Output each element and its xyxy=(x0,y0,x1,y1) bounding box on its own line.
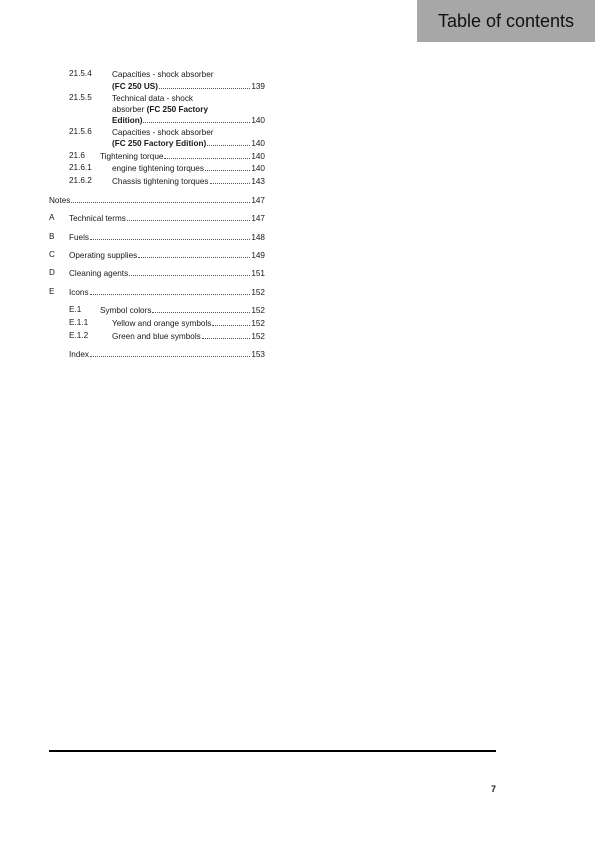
leader-dots xyxy=(212,318,250,326)
leader-dots xyxy=(90,349,250,357)
toc-number: 21.5.6 xyxy=(69,127,92,136)
leader-dots xyxy=(138,250,250,258)
toc-entry[interactable]: Index 153 xyxy=(69,350,265,359)
toc-entry-text: Technical data - shock xyxy=(112,94,194,103)
toc-entry[interactable]: Technical terms 147 xyxy=(69,214,265,223)
toc-number: E.1 xyxy=(69,305,82,314)
leader-dots xyxy=(71,195,250,203)
leader-dots xyxy=(205,163,250,171)
toc-entry[interactable]: (FC 250 Factory Edition) 140 xyxy=(112,139,265,148)
toc-entry[interactable]: engine tightening torques 140 xyxy=(112,164,265,173)
leader-dots xyxy=(159,81,250,89)
page-number: 7 xyxy=(490,784,496,794)
toc-number: 21.6.1 xyxy=(69,163,92,172)
toc-number: D xyxy=(49,268,55,277)
footer-rule xyxy=(49,750,496,752)
toc-number: E xyxy=(49,287,55,296)
section-title: Table of contents xyxy=(437,10,575,31)
toc-page: 153 xyxy=(251,350,265,359)
toc-entry[interactable]: Edition) 140 xyxy=(112,116,265,125)
leader-dots xyxy=(90,232,250,240)
toc-entry[interactable]: Tightening torque 140 xyxy=(100,152,265,161)
leader-dots xyxy=(127,213,250,221)
toc-number: A xyxy=(49,213,55,222)
toc-page: 143 xyxy=(251,177,265,186)
leader-dots xyxy=(152,305,250,313)
toc-number: C xyxy=(49,250,55,259)
toc-entry[interactable]: Chassis tightening torques 143 xyxy=(112,177,265,186)
toc-page: 152 xyxy=(251,319,265,328)
toc-entry-text: absorber (FC 250 Factory xyxy=(112,105,209,114)
leader-dots xyxy=(210,176,251,184)
toc-entry[interactable]: Operating supplies 149 xyxy=(69,251,265,260)
toc-page: 151 xyxy=(251,269,265,278)
leader-dots xyxy=(129,268,250,276)
toc-page: 140 xyxy=(251,164,265,173)
toc-entry[interactable]: Fuels 148 xyxy=(69,233,265,242)
toc-number: 21.6 xyxy=(69,151,85,160)
toc-entry[interactable]: Green and blue symbols 152 xyxy=(112,332,265,341)
toc-number: B xyxy=(49,232,55,241)
toc-page: 140 xyxy=(251,139,265,148)
toc-entry-text: Capacities - shock absorber xyxy=(112,70,214,79)
leader-dots xyxy=(143,115,250,123)
toc-entry[interactable]: (FC 250 US) 139 xyxy=(112,82,265,91)
leader-dots xyxy=(207,138,250,146)
leader-dots xyxy=(202,331,251,339)
toc-page: 149 xyxy=(251,251,265,260)
toc-page: 147 xyxy=(251,196,265,205)
toc-page: 152 xyxy=(251,306,265,315)
toc-entry[interactable]: Cleaning agents 151 xyxy=(69,269,265,278)
toc-entry[interactable]: Icons 152 xyxy=(69,288,265,297)
leader-dots xyxy=(164,151,250,159)
toc-page: 152 xyxy=(251,332,265,341)
toc-page: 148 xyxy=(251,233,265,242)
toc-number: E.1.2 xyxy=(69,331,89,340)
toc-entry[interactable]: Notes 147 xyxy=(49,196,265,205)
toc-page: 140 xyxy=(251,116,265,125)
toc-entry[interactable]: Yellow and orange symbols 152 xyxy=(112,319,265,328)
toc-page: 147 xyxy=(251,214,265,223)
toc-number: E.1.1 xyxy=(69,318,89,327)
leader-dots xyxy=(90,287,251,295)
toc-page: 140 xyxy=(251,152,265,161)
toc-page: 152 xyxy=(251,288,265,297)
toc-number: 21.5.5 xyxy=(69,93,92,102)
toc-number: 21.5.4 xyxy=(69,69,92,78)
toc-entry-text: Capacities - shock absorber xyxy=(112,128,214,137)
toc-entry[interactable]: Symbol colors 152 xyxy=(100,306,265,315)
toc-number: 21.6.2 xyxy=(69,176,92,185)
toc-page: 139 xyxy=(251,82,265,91)
section-header-tab xyxy=(417,0,595,42)
